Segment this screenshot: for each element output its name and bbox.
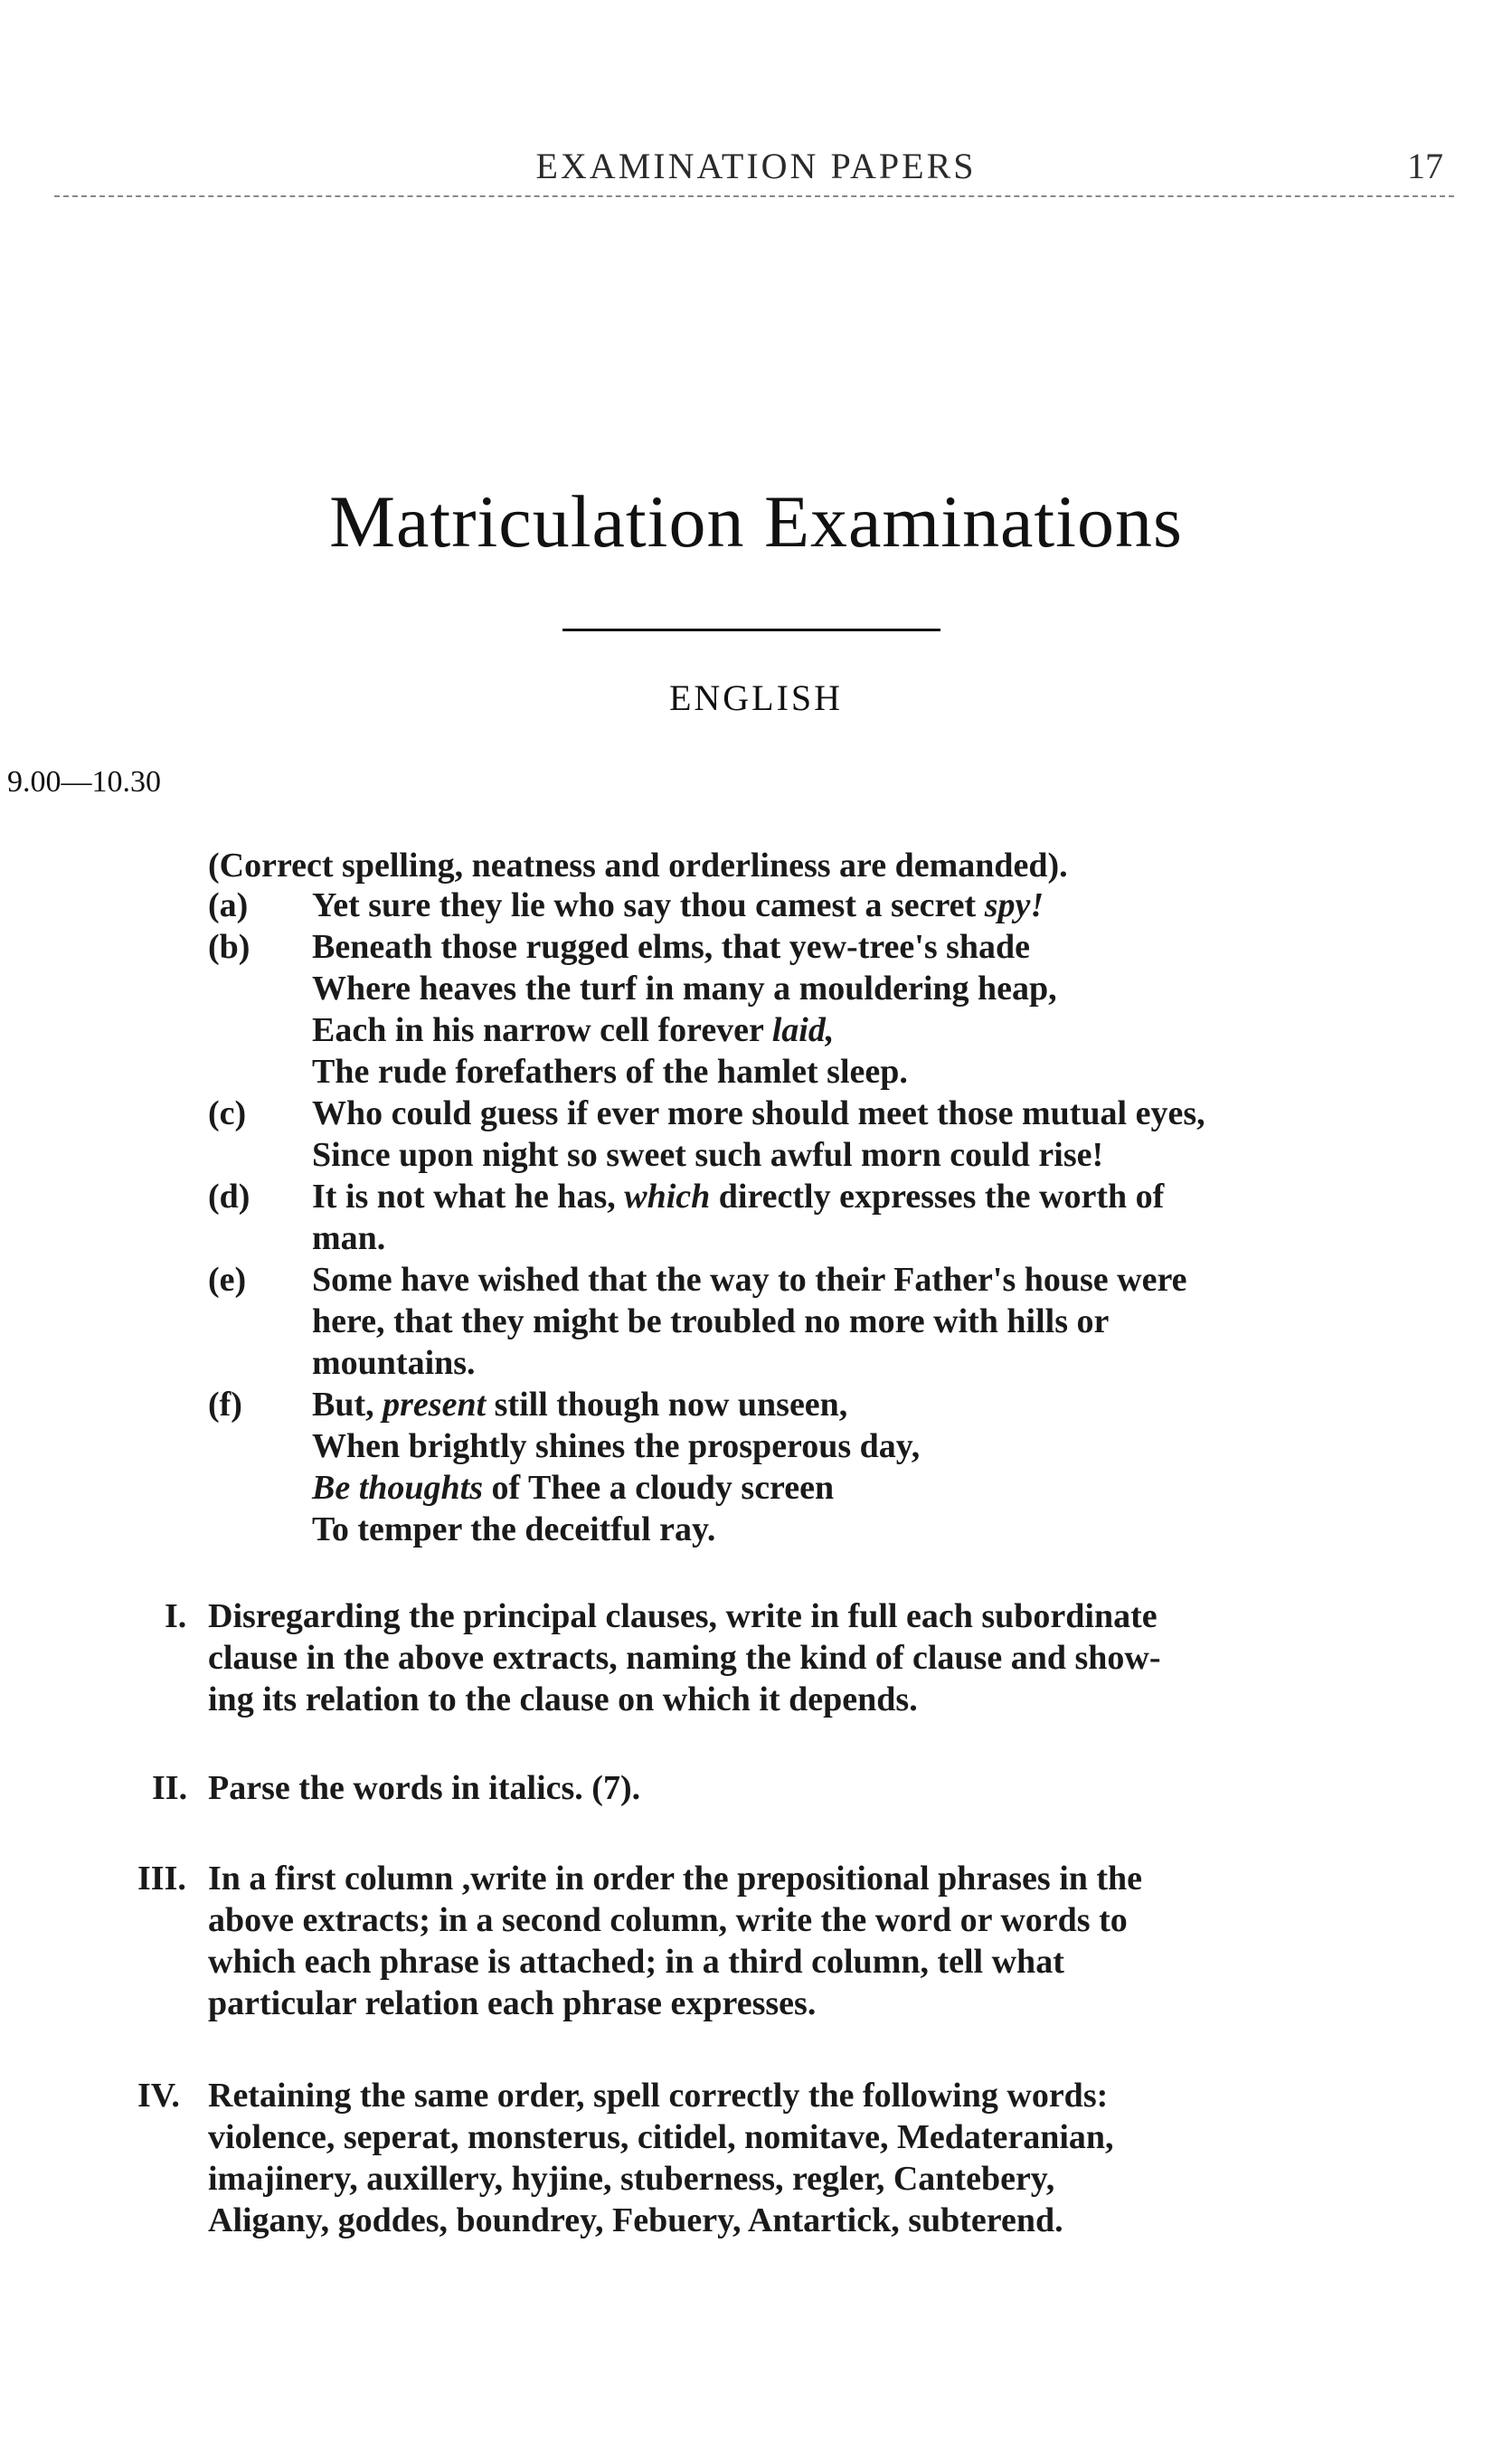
extract-a-text: Yet sure they lie who say thou camest a secret <box>312 886 985 924</box>
extract-e-line-3: mountains. <box>312 1344 476 1382</box>
title-rule <box>562 629 940 631</box>
extract-e-line-1: Some have wished that the way to their Father's house were <box>312 1261 1187 1299</box>
question-1-line-3: ing its relation to the clause on which it depends. <box>208 1680 918 1718</box>
extract-a-label: (a) <box>208 886 249 924</box>
question-1-line-2: clause in the above extracts, naming the kind of clause and show- <box>208 1639 1161 1677</box>
question-4-line-2: violence, seperat, monsterus, citidel, nomitave, Medateranian, <box>208 2118 1114 2156</box>
extract-b-label: (b) <box>208 928 250 966</box>
question-4-line-4: Aligany, goddes, boundrey, Febuery, Antartick, subterend. <box>208 2201 1063 2239</box>
extract-b-italic: laid, <box>771 1011 835 1049</box>
extract-f-line-1 <box>312 1387 847 1422</box>
extract-f-text: But, <box>312 1386 383 1424</box>
extract-f-line-3 <box>312 1471 834 1505</box>
question-2-line-1: Parse the words in italics. (7). <box>208 1769 641 1807</box>
extract-d-text-end: directly expresses the worth of <box>710 1178 1165 1216</box>
extract-a-line-1 <box>312 888 1044 923</box>
subject-heading: ENGLISH <box>668 677 844 718</box>
extract-e-line-2: here, that they might be troubled no more with hills or <box>312 1302 1110 1340</box>
extract-b-line-2: Where heaves the turf in many a mouldering heap, <box>312 970 1057 1008</box>
question-4-line-3: imajinery, auxillery, hyjine, stuberness, regler, Cantebery, <box>208 2160 1055 2198</box>
question-4-line-1: Retaining the same order, spell correctly the following words: <box>208 2077 1109 2115</box>
extract-c-line-2: Since upon night so sweet such awful morn could rise! <box>312 1136 1104 1174</box>
exam-time: 9.00—10.30 <box>7 765 161 799</box>
extract-c-label: (c) <box>208 1094 247 1132</box>
question-3-line-4: particular relation each phrase expresses. <box>208 1984 817 2022</box>
question-3-line-3: which each phrase is attached; in a third column, tell what <box>208 1943 1064 1981</box>
extract-b-line-1: Beneath those rugged elms, that yew-tree's shade <box>312 928 1031 966</box>
extract-d-line-2: man. <box>312 1219 386 1257</box>
extract-b-text: Each in his narrow cell forever <box>312 1011 772 1049</box>
instruction-line: (Correct spelling, neatness and orderliness are demanded). <box>208 847 1068 885</box>
extract-d-italic: which <box>624 1178 711 1216</box>
extract-f-italic: present <box>383 1386 487 1424</box>
extract-f-text-end: still though now unseen, <box>486 1386 848 1424</box>
extract-d-label: (d) <box>208 1178 250 1216</box>
extract-f-text-3: of Thee a cloudy screen <box>483 1469 835 1507</box>
extract-f-label: (f) <box>208 1386 242 1424</box>
extract-f-line-4: To temper the deceitful ray. <box>312 1510 716 1548</box>
question-1-line-1: Disregarding the principal clauses, write in full each subordinate <box>208 1597 1158 1635</box>
question-2-number: II. <box>152 1769 188 1807</box>
page-title: Matriculation Examinations <box>329 480 1183 563</box>
question-3-line-1: In a first column ,write in order the prepositional phrases in the <box>208 1860 1143 1898</box>
extract-c-line-1: Who could guess if ever more should meet those mutual eyes, <box>312 1094 1205 1132</box>
extract-b-line-3 <box>312 1013 834 1047</box>
header-rule <box>54 195 1454 197</box>
extract-a-italic: spy! <box>984 886 1044 924</box>
extract-f-italic-2: Be thoughts <box>312 1469 484 1507</box>
running-head: EXAMINATION PAPERS <box>535 146 977 186</box>
extract-f-line-2: When brightly shines the prosperous day, <box>312 1427 921 1465</box>
extract-d-text: It is not what he has, <box>312 1178 625 1216</box>
extract-b-line-4: The rude forefathers of the hamlet sleep. <box>312 1053 908 1091</box>
page-number: 17 <box>1407 146 1443 186</box>
question-3-number: III. <box>137 1860 186 1898</box>
question-3-line-2: above extracts; in a second column, write the word or words to <box>208 1901 1128 1939</box>
extract-e-label: (e) <box>208 1261 247 1299</box>
extract-d-line-1 <box>312 1179 1164 1214</box>
question-1-number: I. <box>165 1597 187 1635</box>
question-4-number: IV. <box>137 2077 180 2115</box>
